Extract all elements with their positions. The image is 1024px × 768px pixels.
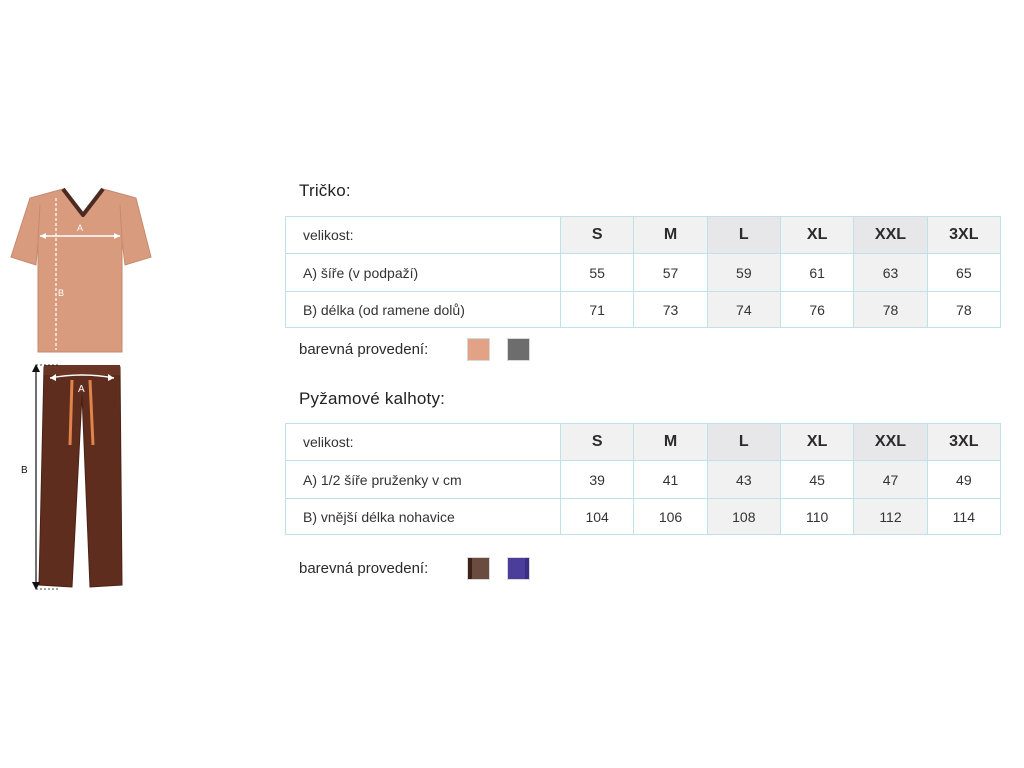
table-cell: 78 (927, 292, 1000, 328)
tshirt-drawing (11, 189, 151, 352)
pants-mark-b: B (21, 465, 28, 476)
colors-label: barevná provedení: (299, 560, 429, 577)
size-xxl: XXL (854, 217, 927, 254)
table-cell: 104 (561, 499, 634, 535)
table-cell: 108 (707, 499, 780, 535)
table-row (286, 461, 1001, 499)
shirt-section-title: Tričko: (299, 181, 351, 200)
colors-label: barevná provedení: (299, 341, 429, 358)
table-cell: 59 (707, 254, 780, 292)
color-swatch-brown[interactable] (467, 557, 490, 580)
pants-size-table (285, 423, 1001, 535)
color-swatch-blue[interactable] (507, 557, 530, 580)
row-label: A) 1/2 šíře pruženky v cm (286, 461, 561, 499)
table-cell: 65 (927, 254, 1000, 292)
size-s: S (561, 424, 634, 461)
color-swatch-peach[interactable] (467, 338, 490, 361)
table-row (286, 292, 1001, 328)
table-cell: 47 (854, 461, 927, 499)
table-header-row (286, 424, 1001, 461)
shirt-size-table (285, 216, 1001, 328)
row-label: B) vnější délka nohavice (286, 499, 561, 535)
table-cell: 74 (707, 292, 780, 328)
table-cell: 45 (780, 461, 853, 499)
pants-drawing (21, 364, 122, 590)
size-l: L (707, 424, 780, 461)
size-m: M (634, 217, 707, 254)
row-label: A) šíře (v podpaží) (286, 254, 561, 292)
table-cell: 57 (634, 254, 707, 292)
shirt-mark-b: B (58, 288, 65, 298)
table-row (286, 499, 1001, 535)
size-m: M (634, 424, 707, 461)
table-cell: 63 (854, 254, 927, 292)
color-swatch-grey[interactable] (507, 338, 530, 361)
size-header-label: velikost: (286, 424, 561, 461)
size-l: L (707, 217, 780, 254)
size-xl: XL (780, 424, 853, 461)
shirt-colors-row (299, 338, 547, 361)
table-cell: 71 (561, 292, 634, 328)
pants-colors-row (299, 557, 547, 580)
table-cell: 112 (854, 499, 927, 535)
size-header-label: velikost: (286, 217, 561, 254)
size-xxl: XXL (854, 424, 927, 461)
table-cell: 110 (780, 499, 853, 535)
pants-mark-a: A (78, 384, 85, 395)
garment-illustration (0, 0, 170, 600)
size-3xl: 3XL (927, 424, 1000, 461)
pants-section-title: Pyžamové kalhoty: (299, 389, 446, 408)
size-xl: XL (780, 217, 853, 254)
table-cell: 61 (780, 254, 853, 292)
table-cell: 49 (927, 461, 1000, 499)
size-s: S (561, 217, 634, 254)
table-cell: 43 (707, 461, 780, 499)
table-cell: 106 (634, 499, 707, 535)
shirt-mark-a: A (76, 223, 84, 233)
table-row (286, 254, 1001, 292)
table-header-row (286, 217, 1001, 254)
table-cell: 78 (854, 292, 927, 328)
table-cell: 73 (634, 292, 707, 328)
table-cell: 39 (561, 461, 634, 499)
table-cell: 41 (634, 461, 707, 499)
table-cell: 55 (561, 254, 634, 292)
size-3xl: 3XL (927, 217, 1000, 254)
table-cell: 76 (780, 292, 853, 328)
table-cell: 114 (927, 499, 1000, 535)
row-label: B) délka (od ramene dolů) (286, 292, 561, 328)
